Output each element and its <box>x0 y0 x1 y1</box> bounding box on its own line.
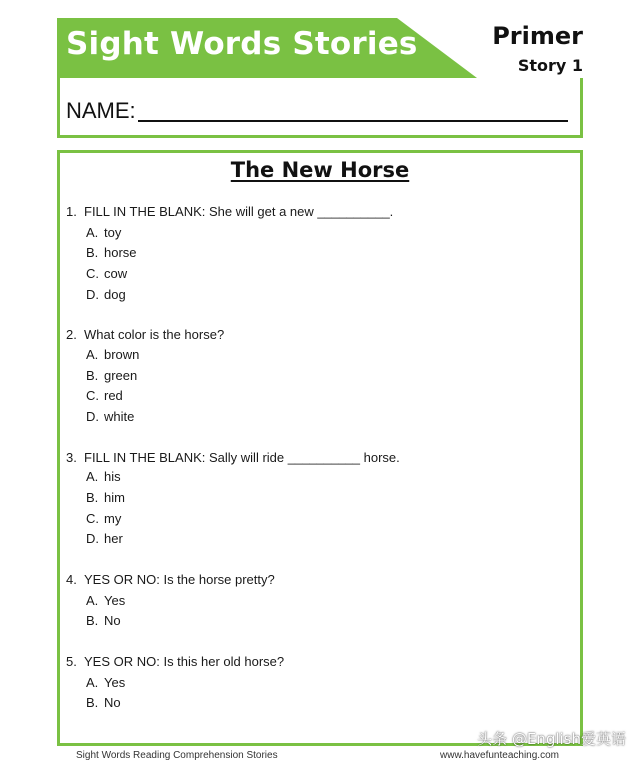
question-5 <box>66 654 284 669</box>
option-letter: C. <box>86 388 99 403</box>
option-letter: B. <box>86 368 99 383</box>
footer-website: www.havefunteaching.com <box>440 750 559 761</box>
story-title: The New Horse <box>230 158 410 182</box>
option-letter: D. <box>86 409 99 424</box>
q5-option-a[interactable] <box>86 675 125 690</box>
option-letter: A. <box>86 675 99 690</box>
option-letter: B. <box>86 613 99 628</box>
q3-option-c[interactable] <box>86 511 121 526</box>
option-text: Yes <box>104 675 126 690</box>
option-text: Yes <box>104 593 126 608</box>
option-letter: A. <box>86 347 99 362</box>
level-label: Primer <box>492 22 583 50</box>
q1-option-b[interactable] <box>86 245 137 260</box>
option-text: my <box>104 511 122 526</box>
option-text: No <box>104 695 121 710</box>
option-letter: D. <box>86 287 99 302</box>
option-text: dog <box>104 287 126 302</box>
q1-option-a[interactable] <box>86 225 121 240</box>
banner-title: Sight Words Stories <box>66 26 418 62</box>
option-text: horse <box>104 245 137 260</box>
q2-option-d[interactable] <box>86 409 134 424</box>
q4-option-b[interactable] <box>86 613 121 628</box>
question-text: YES OR NO: Is the horse pretty? <box>84 572 275 587</box>
option-letter: D. <box>86 531 99 546</box>
q3-option-a[interactable] <box>86 469 121 484</box>
question-text: What color is the horse? <box>84 327 225 342</box>
question-number: 4. <box>66 572 77 587</box>
q2-option-a[interactable] <box>86 347 139 362</box>
option-letter: C. <box>86 266 99 281</box>
question-number: 5. <box>66 654 77 669</box>
question-text: FILL IN THE BLANK: She will get a new __________. <box>84 204 394 219</box>
q3-option-d[interactable] <box>86 531 123 546</box>
option-text: cow <box>104 266 128 281</box>
q1-option-c[interactable] <box>86 266 127 281</box>
option-text: toy <box>104 225 122 240</box>
question-text: FILL IN THE BLANK: Sally will ride __________ horse. <box>84 450 400 465</box>
option-letter: A. <box>86 469 99 484</box>
q3-option-b[interactable] <box>86 490 125 505</box>
option-letter: A. <box>86 593 99 608</box>
option-text: green <box>104 368 138 383</box>
option-letter: B. <box>86 490 99 505</box>
question-3 <box>66 450 400 465</box>
option-text: his <box>104 469 121 484</box>
question-number: 2. <box>66 327 77 342</box>
option-letter: B. <box>86 245 99 260</box>
option-letter: B. <box>86 695 99 710</box>
name-box <box>57 78 583 138</box>
option-letter: C. <box>86 511 99 526</box>
option-text: No <box>104 613 121 628</box>
option-text: red <box>104 388 123 403</box>
story-number-label: Story 1 <box>517 56 583 75</box>
question-4 <box>66 572 275 587</box>
q2-option-c[interactable] <box>86 388 123 403</box>
watermark: 头条 @English爱英语 <box>477 730 626 748</box>
q4-option-a[interactable] <box>86 593 125 608</box>
footer-series-title: Sight Words Reading Comprehension Stories <box>76 750 278 761</box>
question-number: 1. <box>66 204 77 219</box>
option-letter: A. <box>86 225 99 240</box>
name-write-line[interactable] <box>138 120 568 122</box>
option-text: him <box>104 490 125 505</box>
option-text: her <box>104 531 123 546</box>
name-label: NAME: <box>66 98 136 123</box>
question-1 <box>66 204 393 219</box>
question-number: 3. <box>66 450 77 465</box>
q5-option-b[interactable] <box>86 695 121 710</box>
option-text: white <box>104 409 135 424</box>
q1-option-d[interactable] <box>86 287 126 302</box>
q2-option-b[interactable] <box>86 368 137 383</box>
question-text: YES OR NO: Is this her old horse? <box>84 654 285 669</box>
option-text: brown <box>104 347 140 362</box>
question-2 <box>66 327 224 342</box>
